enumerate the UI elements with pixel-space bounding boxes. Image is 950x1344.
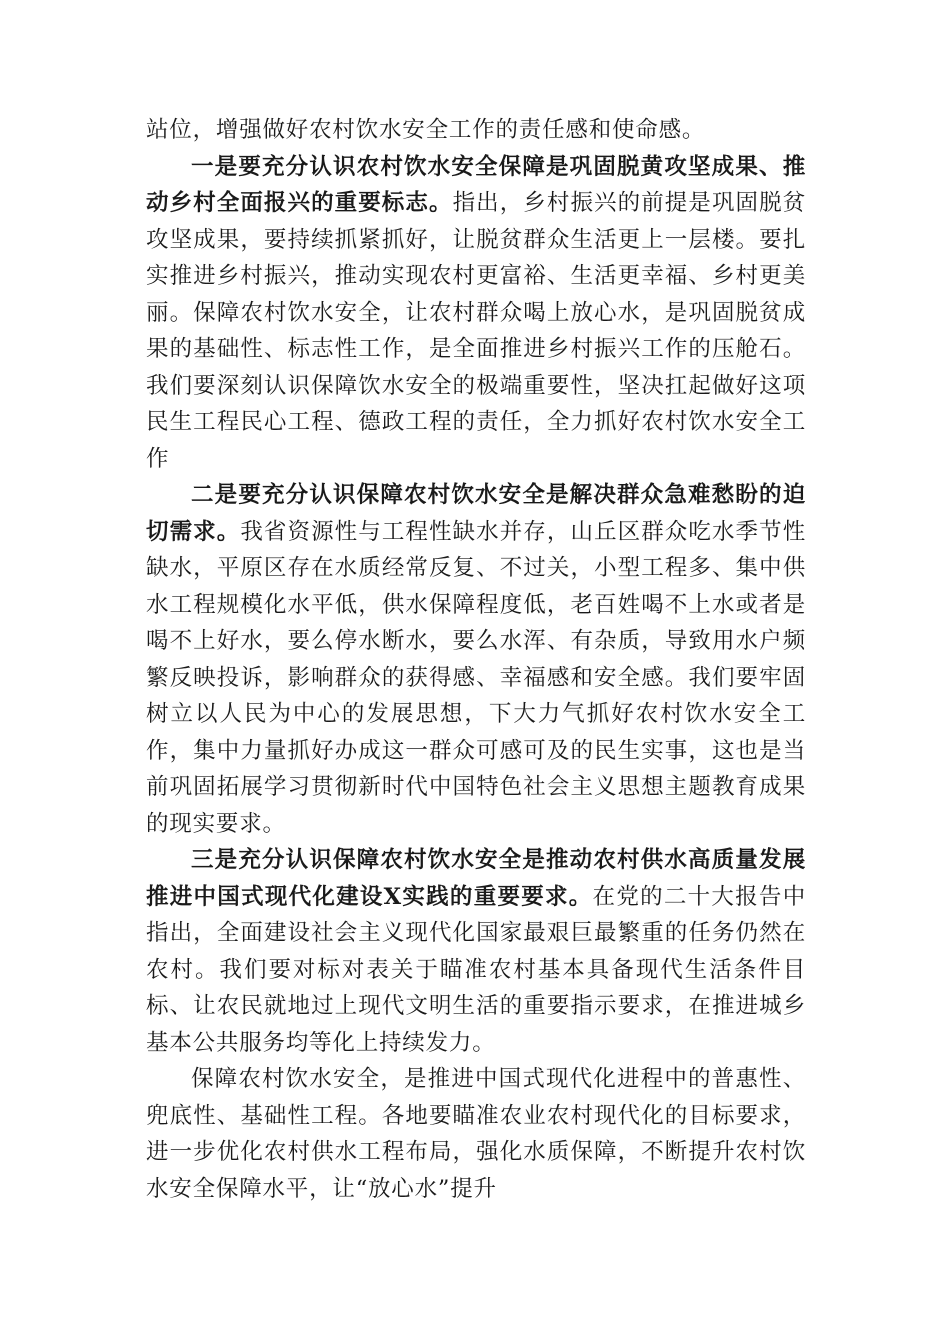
paragraph-2 bbox=[146, 149, 806, 478]
paragraph-5-text: 保障农村饮水安全，是推进中国式现代化进程中的普惠性、兜底性、基础性工程。各地要瞄准农业农村现代化的目标要求，进一步优化农村供水工程布局，强化水质保障，不断提升农村饮水安全保障水平，让“放心水”提升 bbox=[146, 1066, 806, 1202]
paragraph-5 bbox=[146, 1061, 806, 1207]
paragraph-4-text: 在党的二十大报告中指出，全面建设社会主义现代化国家最艰巨最繁重的任务仍然在农村。我们要对标对表关于瞄准农村基本具备现代生活条件目标、让农民就地过上现代文明生活的重要指示要求，在推进城乡基本公共服务均等化上持续发力。 bbox=[146, 883, 806, 1056]
paragraph-3-text: 我省资源性与工程性缺水并存，山丘区群众吃水季节性缺水，平原区存在水质经常反复、不过关，小型工程多、集中供水工程规模化水平低，供水保障程度低，老百姓喝不上水或者是喝不上好水，要么停水断水，要么水浑、有杂质，导致用水户频繁反映投诉，影响群众的获得感、幸福感和安全感。我们要牢固树立以人民为中心的发展思想，下大力气抓好农村饮水安全工作，集中力量抓好办成这一群众可感可及的民生实事，这也是当前巩固拓展学习贯彻新时代中国特色社会主义思想主题教育成果的现实要求。 bbox=[146, 518, 806, 837]
paragraph-4-lead: 三是充分认识保障农村饮水安全是推动农村供水高质量发展推进中国式现代化建设X实践的重要要求。 bbox=[146, 847, 806, 910]
paragraph-3 bbox=[146, 477, 806, 842]
paragraph-2-text: 指出，乡村振兴的前提是巩固脱贫攻坚成果，要持续抓紧抓好，让脱贫群众生活更上一层楼。要扎实推进乡村振兴，推动实现农村更富裕、生活更幸福、乡村更美丽。保障农村饮水安全，让农村群众喝上放心水，是巩固脱贫成果的基础性、标志性工作，是全面推进乡村振兴工作的压舱石。我们要深刻认识保障饮水安全的极端重要性，坚决扛起做好这项民生工程民心工程、德政工程的责任，全力抓好农村饮水安全工作 bbox=[146, 190, 806, 472]
paragraph-2-lead: 一是要充分认识农村饮水安全保障是巩固脱黄攻坚成果、推动乡村全面报兴的重要标志。 bbox=[146, 153, 806, 216]
document-body bbox=[146, 112, 806, 1207]
paragraph-4 bbox=[146, 842, 806, 1061]
paragraph-1 bbox=[146, 112, 806, 149]
paragraph-1-text: 站位，增强做好农村饮水安全工作的责任感和使命感。 bbox=[146, 117, 706, 143]
paragraph-3-lead: 二是要充分认识保障农村饮水安全是解决群众急难愁盼的迫切需求。 bbox=[146, 482, 806, 545]
